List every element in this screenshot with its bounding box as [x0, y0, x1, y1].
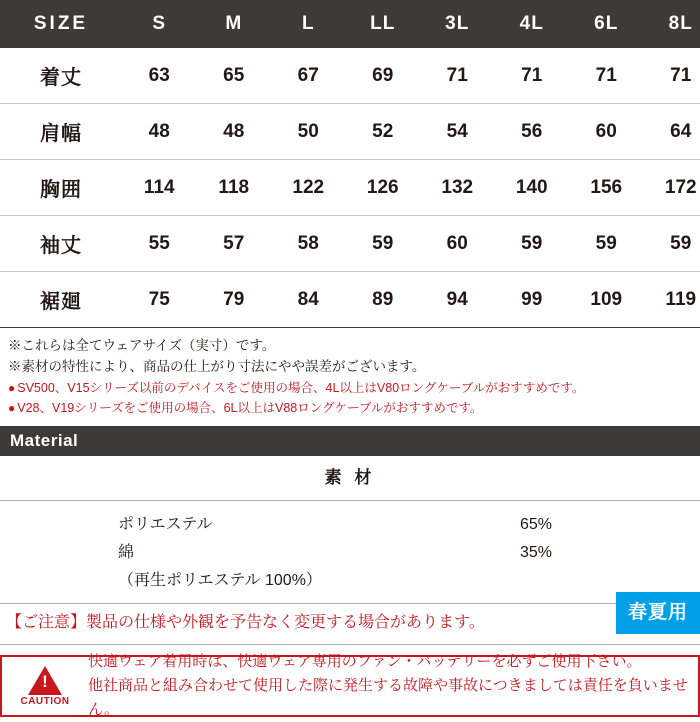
size-cell: 64 — [644, 104, 700, 160]
size-cell: 75 — [122, 272, 197, 328]
size-cell: 71 — [495, 48, 570, 104]
size-row-label: 胸囲 — [0, 160, 122, 216]
size-cell: 69 — [346, 48, 421, 104]
size-cell: 132 — [420, 160, 495, 216]
size-note-1: ※これらは全てウェアサイズ（実寸）です。 — [8, 336, 692, 357]
material-sub-note: （再生ポリエステル 100%） — [0, 567, 700, 595]
cable-note-2 — [8, 398, 692, 418]
table-row — [0, 48, 700, 104]
size-cell: 60 — [569, 104, 644, 160]
cable-note-1 — [8, 378, 692, 398]
table-row — [0, 272, 700, 328]
attention-text: 【ご注意】製品の仕様や外観を予告なく変更する場合があります。 — [0, 604, 700, 642]
size-cell: 58 — [271, 216, 346, 272]
material-percent: 65% — [520, 511, 700, 539]
size-cell: 119 — [644, 272, 700, 328]
table-row — [0, 216, 700, 272]
size-row-label: 裾廻 — [0, 272, 122, 328]
table-row — [0, 160, 700, 216]
list-item — [0, 511, 700, 539]
size-table-header-3l: 3L — [420, 0, 495, 48]
size-table-header-ll: LL — [346, 0, 421, 48]
size-cell: 156 — [569, 160, 644, 216]
size-cell: 71 — [644, 48, 700, 104]
size-cell: 59 — [569, 216, 644, 272]
size-cell: 65 — [197, 48, 272, 104]
material-list — [0, 501, 700, 604]
cable-note-1-text: SV500、V15シリーズ以前のデバイスをご使用の場合、4L以上はV80ロングケーブルがおすすめです。 — [17, 381, 584, 395]
size-cell: 59 — [644, 216, 700, 272]
bullet-icon: ● — [8, 401, 15, 415]
caution-box — [0, 655, 700, 717]
attention-row — [0, 604, 700, 645]
size-cell: 63 — [122, 48, 197, 104]
caution-text-line-1: 快適ウェア着用時は、快適ウェア専用のファン・バッテリーを必ずご使用下さい。 — [88, 650, 692, 674]
caution-word: CAUTION — [2, 696, 88, 707]
size-cell: 109 — [569, 272, 644, 328]
material-name: ポリエステル — [0, 511, 520, 539]
size-row-label: 着丈 — [0, 48, 122, 104]
caution-text — [88, 650, 698, 722]
size-cell: 60 — [420, 216, 495, 272]
size-cell: 67 — [271, 48, 346, 104]
size-table-header — [0, 0, 700, 48]
size-cell: 57 — [197, 216, 272, 272]
size-cell: 126 — [346, 160, 421, 216]
warning-triangle-icon — [28, 666, 62, 695]
material-percent: 35% — [520, 539, 700, 567]
size-cell: 84 — [271, 272, 346, 328]
size-table — [0, 0, 700, 328]
material-column-header: 素 材 — [0, 456, 700, 501]
size-cell: 55 — [122, 216, 197, 272]
size-cell: 118 — [197, 160, 272, 216]
size-cell: 122 — [271, 160, 346, 216]
size-cell: 50 — [271, 104, 346, 160]
size-row-label: 肩幅 — [0, 104, 122, 160]
size-cell: 71 — [569, 48, 644, 104]
size-note-2: ※素材の特性により、商品の仕上がり寸法にやや誤差がございます。 — [8, 357, 692, 378]
size-cell: 140 — [495, 160, 570, 216]
exclamation-icon: ! — [41, 673, 49, 690]
bullet-icon: ● — [8, 381, 15, 395]
cable-note-2-text: V28、V19シリーズをご使用の場合、6L以上はV88ロングケーブルがおすすめです。 — [17, 401, 482, 415]
size-cell: 172 — [644, 160, 700, 216]
size-cell: 114 — [122, 160, 197, 216]
size-cell: 56 — [495, 104, 570, 160]
list-item — [0, 539, 700, 567]
size-table-header-l: L — [271, 0, 346, 48]
size-table-header-8l: 8L — [644, 0, 700, 48]
size-cell: 94 — [420, 272, 495, 328]
size-cell: 79 — [197, 272, 272, 328]
size-table-header-m: M — [197, 0, 272, 48]
size-notes — [0, 328, 700, 420]
size-table-body — [0, 48, 700, 328]
size-cell: 99 — [495, 272, 570, 328]
size-cell: 89 — [346, 272, 421, 328]
table-row — [0, 104, 700, 160]
size-cell: 52 — [346, 104, 421, 160]
size-cell: 59 — [346, 216, 421, 272]
size-cell: 48 — [197, 104, 272, 160]
material-section-title: Material — [0, 426, 700, 456]
size-table-header-4l: 4L — [495, 0, 570, 48]
size-cell: 54 — [420, 104, 495, 160]
size-table-header-row — [0, 0, 700, 48]
caution-mark — [2, 666, 88, 707]
status-badge: 春夏用 — [616, 592, 700, 634]
size-table-header-s: S — [122, 0, 197, 48]
material-name: 綿 — [0, 539, 520, 567]
size-cell: 71 — [420, 48, 495, 104]
size-cell: 48 — [122, 104, 197, 160]
size-cell: 59 — [495, 216, 570, 272]
size-table-header-size: SIZE — [0, 0, 122, 48]
size-table-header-6l: 6L — [569, 0, 644, 48]
size-row-label: 袖丈 — [0, 216, 122, 272]
caution-text-line-2: 他社商品と組み合わせて使用した際に発生する故障や事故につきましては責任を負いません。 — [88, 674, 692, 722]
